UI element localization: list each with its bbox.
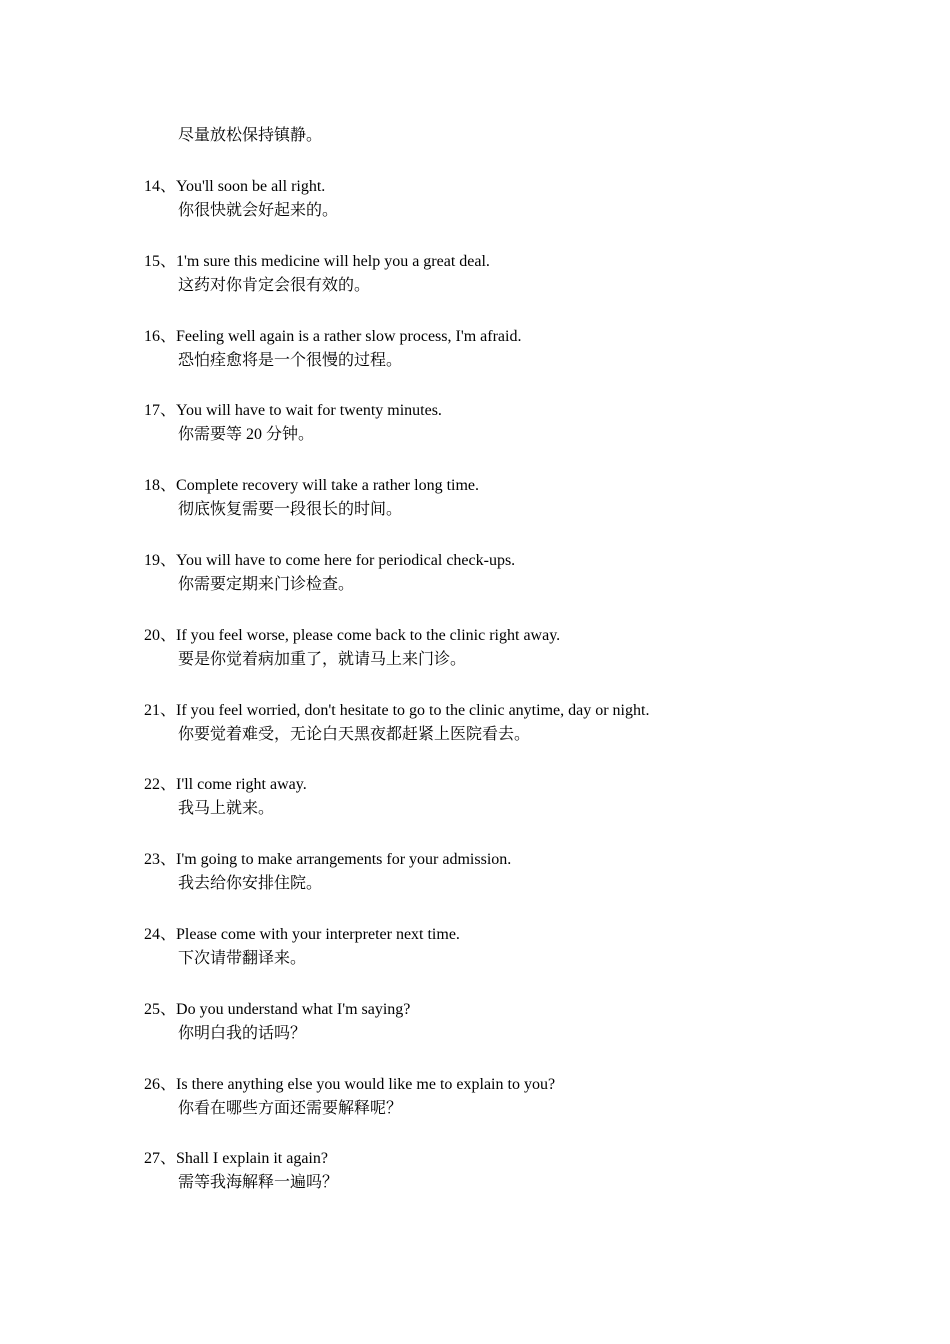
- phrase-item: [144, 473, 844, 548]
- phrase-item: [144, 398, 844, 473]
- phrase-item: [144, 174, 844, 249]
- chinese-translation: 你看在哪些方面还需要解释呢？: [178, 1099, 403, 1117]
- chinese-translation: 你需要定期来门诊检查。: [178, 575, 355, 593]
- phrase-item: [144, 1072, 844, 1147]
- english-sentence: [144, 997, 844, 1022]
- english-text: Do you understand what I'm saying?: [176, 1000, 411, 1018]
- phrase-item: [144, 1146, 844, 1221]
- item-number: 19、: [144, 551, 177, 569]
- english-text: Complete recovery will take a rather long time.: [176, 477, 480, 495]
- chinese-translation: 下次请带翻译来。: [178, 949, 307, 967]
- phrase-item: [144, 772, 844, 847]
- item-number: 17、: [144, 402, 177, 420]
- phrase-item: [144, 698, 844, 773]
- item-number: 18、: [144, 477, 177, 495]
- item-number: 21、: [144, 701, 177, 719]
- phrase-item: [144, 623, 844, 698]
- english-sentence: [144, 398, 844, 423]
- item-number: 24、: [144, 925, 177, 943]
- english-sentence: [144, 174, 844, 199]
- english-text: You will have to come here for periodical check-ups.: [176, 551, 516, 569]
- english-text: I'll come right away.: [176, 776, 307, 794]
- item-number: 14、: [144, 178, 177, 195]
- english-sentence: [144, 324, 844, 349]
- phrase-list: [144, 174, 844, 1221]
- english-text: Please come with your interpreter next time.: [176, 925, 460, 943]
- english-sentence: [144, 772, 844, 797]
- phrase-item: [144, 847, 844, 922]
- english-text: Is there anything else you would like me to explain to you?: [176, 1075, 556, 1093]
- chinese-translation: 要是你觉着病加重了，就请马上来门诊。: [178, 650, 467, 668]
- english-sentence: [144, 1072, 844, 1097]
- english-sentence: [144, 698, 844, 723]
- english-text: I'm going to make arrangements for your admission.: [176, 851, 512, 869]
- english-text: Feeling well again is a rather slow process, I'm afraid.: [176, 327, 522, 345]
- english-sentence: [144, 548, 844, 573]
- english-text: 1'm sure this medicine will help you a great deal.: [176, 252, 490, 270]
- item-number: 23、: [144, 851, 177, 869]
- chinese-translation: 你明白我的话吗？: [178, 1024, 307, 1042]
- english-sentence: [144, 1146, 844, 1171]
- english-sentence: [144, 473, 844, 498]
- phrase-item: [144, 922, 844, 997]
- chinese-translation: 彻底恢复需要一段很长的时间。: [178, 501, 403, 519]
- item-number: 22、: [144, 776, 177, 794]
- english-text: You will have to wait for twenty minutes.: [176, 402, 442, 420]
- english-sentence: [144, 249, 844, 274]
- item-number: 25、: [144, 1000, 177, 1018]
- chinese-translation: 恐怕痊愈将是一个很慢的过程。: [178, 351, 403, 369]
- english-sentence: [144, 623, 844, 648]
- lead-line: 尽量放松保持镇静。: [178, 127, 323, 144]
- english-text: If you feel worried, don't hesitate to go to the clinic anytime, day or night.: [176, 701, 650, 719]
- item-number: 16、: [144, 327, 177, 345]
- english-sentence: [144, 922, 844, 947]
- chinese-translation: 你需要等 20 分钟。: [178, 426, 315, 444]
- chinese-translation: 我马上就来。: [178, 800, 275, 818]
- chinese-translation: 需等我海解释一遍吗？: [178, 1174, 339, 1192]
- item-number: 20、: [144, 626, 177, 644]
- phrase-item: [144, 249, 844, 324]
- chinese-translation: 这药对你肯定会很有效的。: [178, 276, 371, 294]
- english-text: If you feel worse, please come back to the clinic right away.: [176, 626, 561, 644]
- english-text: Shall I explain it again?: [176, 1150, 328, 1168]
- english-text: You'll soon be all right.: [176, 178, 326, 195]
- phrase-item: [144, 324, 844, 399]
- phrase-item: [144, 997, 844, 1072]
- chinese-translation: 我去给你安排住院。: [178, 875, 323, 893]
- item-number: 26、: [144, 1075, 177, 1093]
- phrase-item: [144, 548, 844, 623]
- english-sentence: [144, 847, 844, 872]
- item-number: 15、: [144, 252, 177, 270]
- chinese-translation: 你要觉着难受，无论白天黑夜都赶紧上医院看去。: [178, 725, 531, 743]
- chinese-translation: 你很快就会好起来的。: [178, 202, 339, 219]
- item-number: 27、: [144, 1150, 177, 1168]
